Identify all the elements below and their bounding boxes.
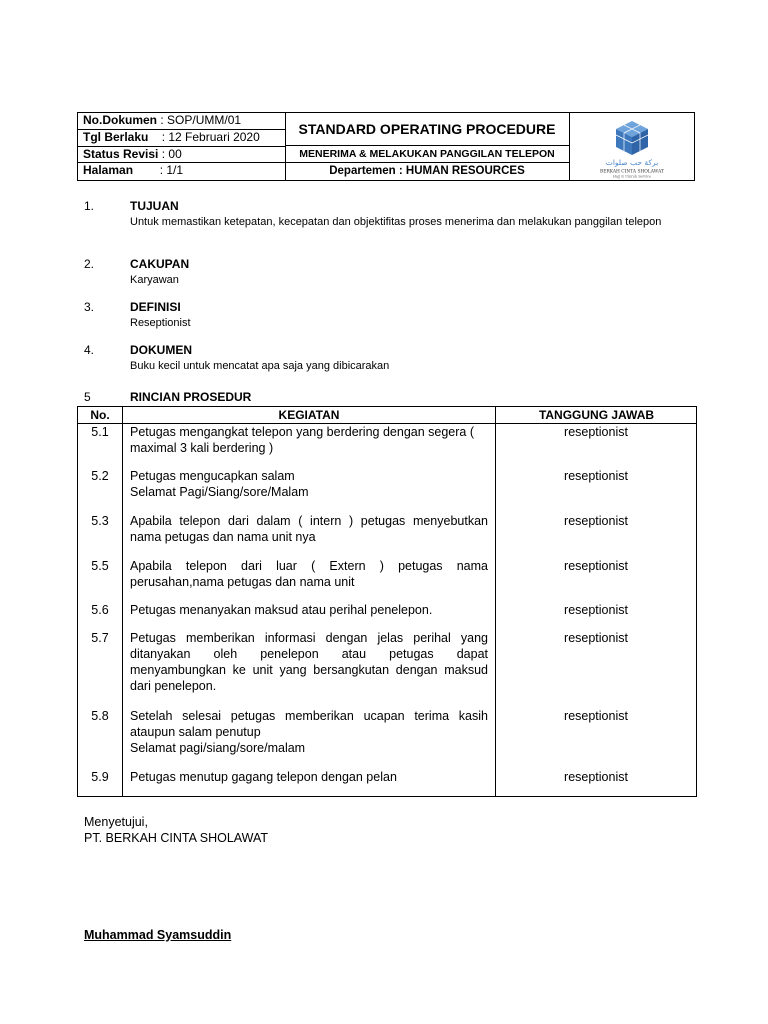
section-heading: CAKUPAN [130,257,190,271]
svg-text:بركة حب صلوات: بركة حب صلوات [605,158,659,167]
company-name: PT. BERKAH CINTA SHOLAWAT [84,831,269,845]
section-heading: DEFINISI [130,300,181,314]
section-heading: DOKUMEN [130,343,192,357]
svg-text:BERKAH CINTA SHOLAWAT: BERKAH CINTA SHOLAWAT [600,169,664,175]
meta-effective-date: Tgl Berlaku : 12 Februari 2020 [78,130,285,147]
department: Departemen : HUMAN RESOURCES [329,165,525,177]
document-meta [78,113,286,180]
meta-revision-status: Status Revisi : 00 [78,147,285,164]
kaaba-cube-logo-icon [569,113,695,180]
section-heading: TUJUAN [130,199,179,213]
column-header-no: No. [90,408,110,422]
section-body: Reseptionist [130,317,191,329]
approval-label: Menyetujui, [84,815,148,829]
section-heading: RINCIAN PROSEDUR [130,390,252,404]
column-header-tanggung-jawab: TANGGUNG JAWAB [538,408,655,422]
procedure-table: No. KEGIATAN TANGGUNG JAWAB 5.1 Petugas mengangkat telepon yang berdering dengan segera ( maximal 3 kali berdering ) reseptionist 5.2 Petugas mengucapkan salam Selamat Pagi/Siang/sore/Malam reseptionist 5.3 Apabila telepon dari dalam ( intern ) petugas menyebutkan nama petugas dan nama unit nya reseptionist 5.5 Apabila telepon dari luar ( Extern ) petugas nama perusahan,nama petugas dan nama unit reseptionist 5.6 Petugas menanyakan maksud atau perihal penelepon. reseptionist 5.7 Petugas memberikan informasi dengan jelas perihal yang ditanyakan oleh penelepon atau petugas dapat menyambungkan ke unit yang bersangkutan dengan maksud dari penelepon. reseptionist 5.8 Setelah selesai petugas memberikan ucapan terima kasih ataupun salam penutup Selamat pagi/siang/sore/malam reseptionist 5.9 Petugas menutup gagang telepon dengan pelan reseptionist [77,406,697,797]
section-body: Buku kecil untuk mencatat apa saja yang dibicarakan [130,360,390,372]
signer-name: Muhammad Syamsuddin [84,928,232,942]
document-title-block [285,113,570,180]
section-body: Untuk memastikan ketepatan, kecepatan dan objektifitas proses menerima dan melakukan panggilan telepon [130,216,662,228]
section-body: Karyawan [130,274,179,286]
document-header [77,112,695,181]
meta-page: Halaman : 1/1 [83,163,184,178]
company-logo [569,113,695,180]
document-title: STANDARD OPERATING PROCEDURE [285,113,569,146]
document-subtitle: MENERIMA & MELAKUKAN PANGGILAN TELEPON [285,146,569,163]
svg-text:Hajj & Umroh Service: Hajj & Umroh Service [612,174,652,179]
meta-doc-number: No.Dokumen : SOP/UMM/01 [78,113,285,130]
column-header-kegiatan: KEGIATAN [278,408,340,422]
